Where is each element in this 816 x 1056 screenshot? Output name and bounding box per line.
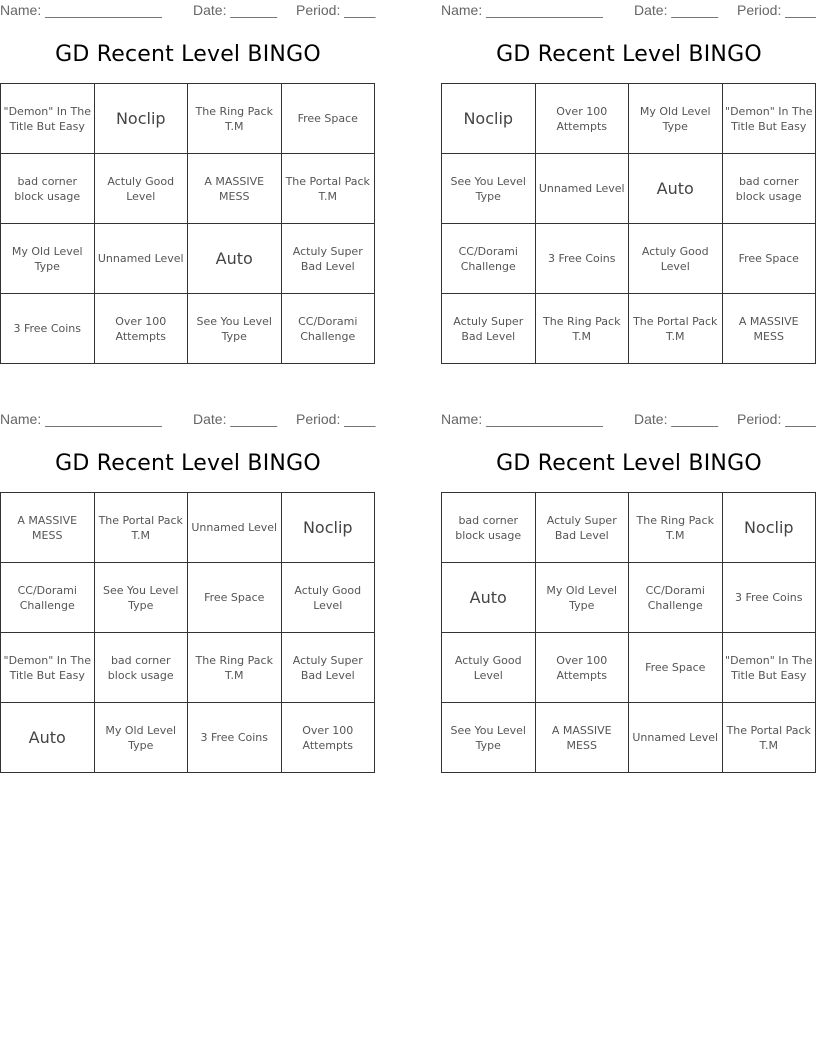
bingo-cell: Over 100 Attempts bbox=[282, 703, 376, 773]
period-field-label: Period: ____ bbox=[737, 411, 816, 427]
date-field-label: Date: ______ bbox=[193, 2, 278, 18]
bingo-cell: bad corner block usage bbox=[95, 633, 189, 703]
bingo-cell: The Portal Pack T.M bbox=[629, 294, 723, 364]
bingo-cell: Free Space bbox=[629, 633, 723, 703]
bingo-cell: Over 100 Attempts bbox=[536, 633, 630, 703]
bingo-cell: "Demon" In The Title But Easy bbox=[723, 84, 816, 154]
bingo-grid bbox=[0, 83, 375, 364]
card-header bbox=[441, 409, 816, 429]
card-title: GD Recent Level BINGO bbox=[55, 451, 321, 476]
bingo-cell: Unnamed Level bbox=[188, 493, 282, 563]
bingo-cell: Actuly Super Bad Level bbox=[282, 224, 376, 294]
bingo-cell: "Demon" In The Title But Easy bbox=[723, 633, 816, 703]
bingo-cell: Actuly Good Level bbox=[442, 633, 536, 703]
bingo-cell: Over 100 Attempts bbox=[95, 294, 189, 364]
bingo-cell: bad corner block usage bbox=[1, 154, 95, 224]
bingo-cell: Noclip bbox=[723, 493, 816, 563]
bingo-cell: Free Space bbox=[723, 224, 816, 294]
date-field-label: Date: ______ bbox=[634, 2, 719, 18]
bingo-grid bbox=[441, 492, 816, 773]
bingo-cell: A MASSIVE MESS bbox=[723, 294, 816, 364]
bingo-cell: Actuly Good Level bbox=[629, 224, 723, 294]
bingo-cell: bad corner block usage bbox=[723, 154, 816, 224]
bingo-cell: A MASSIVE MESS bbox=[536, 703, 630, 773]
bingo-cell: Noclip bbox=[442, 84, 536, 154]
bingo-cell: CC/Dorami Challenge bbox=[442, 224, 536, 294]
bingo-cell: Unnamed Level bbox=[629, 703, 723, 773]
bingo-grid bbox=[441, 83, 816, 364]
bingo-cell: The Portal Pack T.M bbox=[723, 703, 816, 773]
bingo-cell: 3 Free Coins bbox=[723, 563, 816, 633]
bingo-cell: Free Space bbox=[282, 84, 376, 154]
bingo-cell: Unnamed Level bbox=[536, 154, 630, 224]
bingo-cell: Auto bbox=[629, 154, 723, 224]
name-field-label: Name: _______________ bbox=[441, 411, 603, 427]
bingo-cell: See You Level Type bbox=[442, 154, 536, 224]
bingo-cell: Noclip bbox=[282, 493, 376, 563]
bingo-cell: Over 100 Attempts bbox=[536, 84, 630, 154]
bingo-cell: My Old Level Type bbox=[95, 703, 189, 773]
period-field-label: Period: ____ bbox=[737, 2, 816, 18]
card-title: GD Recent Level BINGO bbox=[496, 42, 762, 67]
bingo-cell: "Demon" In The Title But Easy bbox=[1, 633, 95, 703]
bingo-cell: The Portal Pack T.M bbox=[282, 154, 376, 224]
bingo-grid bbox=[0, 492, 375, 773]
bingo-cell: The Ring Pack T.M bbox=[188, 84, 282, 154]
bingo-cell: 3 Free Coins bbox=[536, 224, 630, 294]
bingo-cell: See You Level Type bbox=[442, 703, 536, 773]
bingo-cell: My Old Level Type bbox=[536, 563, 630, 633]
date-field-label: Date: ______ bbox=[634, 411, 719, 427]
bingo-cell: See You Level Type bbox=[95, 563, 189, 633]
card-header bbox=[0, 409, 376, 429]
bingo-cell: CC/Dorami Challenge bbox=[282, 294, 376, 364]
bingo-cell: A MASSIVE MESS bbox=[188, 154, 282, 224]
bingo-cell: Actuly Good Level bbox=[95, 154, 189, 224]
name-field-label: Name: _______________ bbox=[441, 2, 603, 18]
bingo-cell: A MASSIVE MESS bbox=[1, 493, 95, 563]
period-field-label: Period: ____ bbox=[296, 411, 376, 427]
bingo-cell: The Ring Pack T.M bbox=[188, 633, 282, 703]
bingo-cell: My Old Level Type bbox=[629, 84, 723, 154]
bingo-cell: bad corner block usage bbox=[442, 493, 536, 563]
bingo-cell: 3 Free Coins bbox=[1, 294, 95, 364]
name-field-label: Name: _______________ bbox=[0, 411, 162, 427]
card-title: GD Recent Level BINGO bbox=[55, 42, 321, 67]
bingo-cell: The Ring Pack T.M bbox=[536, 294, 630, 364]
bingo-cell: See You Level Type bbox=[188, 294, 282, 364]
bingo-cell: Free Space bbox=[188, 563, 282, 633]
period-field-label: Period: ____ bbox=[296, 2, 376, 18]
card-title: GD Recent Level BINGO bbox=[496, 451, 762, 476]
date-field-label: Date: ______ bbox=[193, 411, 278, 427]
bingo-cell: My Old Level Type bbox=[1, 224, 95, 294]
bingo-cell: Actuly Good Level bbox=[282, 563, 376, 633]
bingo-cell: The Portal Pack T.M bbox=[95, 493, 189, 563]
bingo-cell: "Demon" In The Title But Easy bbox=[1, 84, 95, 154]
bingo-cell: Auto bbox=[188, 224, 282, 294]
bingo-cell: Actuly Super Bad Level bbox=[282, 633, 376, 703]
bingo-cell: Noclip bbox=[95, 84, 189, 154]
bingo-cell: Auto bbox=[1, 703, 95, 773]
card-header bbox=[441, 0, 816, 20]
bingo-cell: The Ring Pack T.M bbox=[629, 493, 723, 563]
bingo-cell: Actuly Super Bad Level bbox=[536, 493, 630, 563]
bingo-cell: Actuly Super Bad Level bbox=[442, 294, 536, 364]
bingo-cell: 3 Free Coins bbox=[188, 703, 282, 773]
card-header bbox=[0, 0, 376, 20]
name-field-label: Name: _______________ bbox=[0, 2, 162, 18]
bingo-cell: Unnamed Level bbox=[95, 224, 189, 294]
bingo-cell: Auto bbox=[442, 563, 536, 633]
bingo-cell: CC/Dorami Challenge bbox=[1, 563, 95, 633]
bingo-cell: CC/Dorami Challenge bbox=[629, 563, 723, 633]
